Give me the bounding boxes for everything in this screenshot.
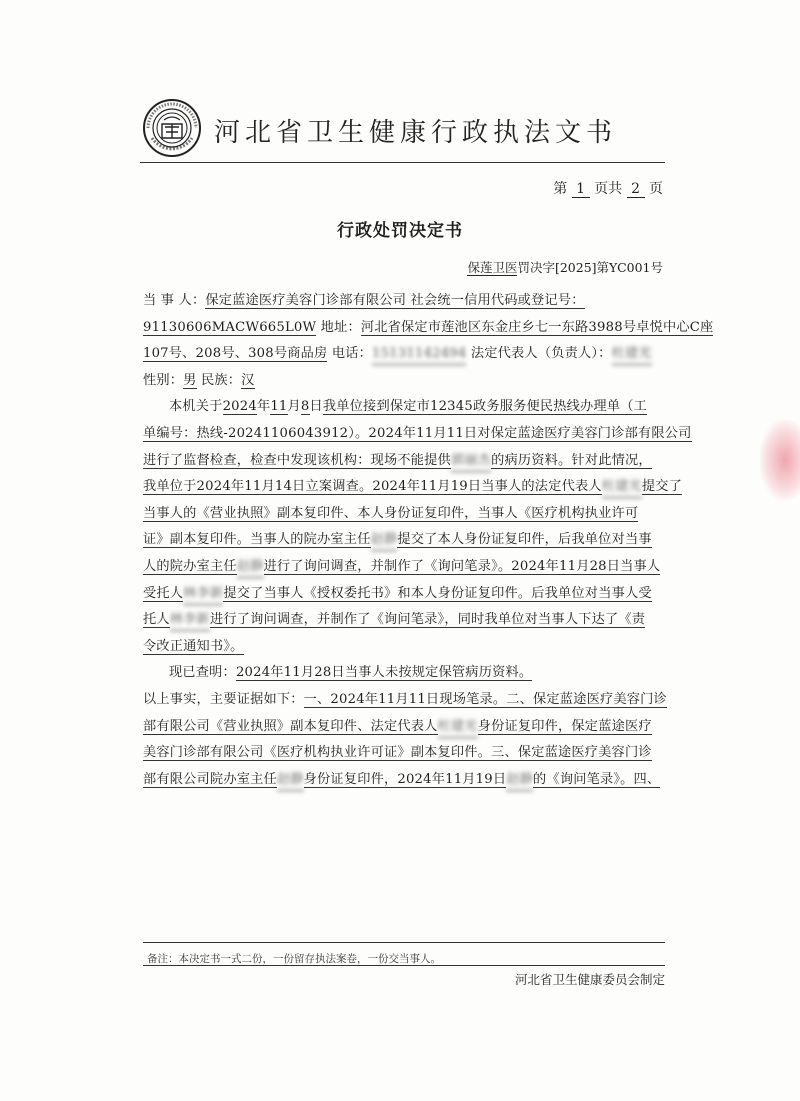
page-total: 2 bbox=[627, 181, 645, 198]
page-current: 1 bbox=[572, 181, 590, 198]
ethnicity-label: 民族： bbox=[196, 372, 242, 388]
director-name-redacted: 赵静 bbox=[506, 769, 533, 791]
phone-label: 电话： bbox=[327, 346, 372, 362]
party-label: 当 事 人： bbox=[143, 293, 206, 308]
text: 我单位接到保定市12345政务服务便民热线办理单（工 bbox=[322, 399, 647, 415]
findings-line bbox=[143, 662, 665, 683]
director-name-redacted: 赵静 bbox=[371, 529, 398, 551]
text: 提交了 bbox=[641, 479, 683, 495]
evidence-line bbox=[143, 769, 665, 790]
note-top-rule bbox=[143, 942, 665, 943]
text: 证》副本复印件。当事人的院办室主任 bbox=[143, 532, 371, 548]
gender-line bbox=[143, 370, 665, 391]
evidence-line bbox=[143, 716, 665, 737]
gender-label: 性别： bbox=[143, 372, 184, 388]
legal-rep-redacted: 杜建光 bbox=[612, 343, 652, 365]
document-body bbox=[143, 290, 714, 795]
body-line bbox=[143, 556, 665, 577]
body-line bbox=[143, 529, 665, 550]
legal-rep-redacted: 杜建光 bbox=[438, 716, 478, 738]
text: 提交了当事人《授权委托书》和本人身份证复印件。后我单位对当事人受 bbox=[223, 585, 652, 601]
credit-code: 91130606MACW665L0W bbox=[143, 319, 317, 335]
red-stamp-edge bbox=[760, 420, 800, 500]
text: 身份证复印件，保定蓝途医疗 bbox=[477, 718, 652, 734]
text: 提交了本人身份证复印件，后我单位对当事 bbox=[397, 532, 652, 548]
text: 的《询问笔录》。四、 bbox=[533, 771, 661, 787]
agent-name-redacted: 林李新 bbox=[183, 583, 223, 605]
page-prefix: 第 bbox=[553, 181, 568, 197]
evidence-line bbox=[143, 742, 665, 763]
findings-label: 现已查明： bbox=[169, 665, 236, 681]
body-line bbox=[143, 423, 692, 444]
page-suffix: 页 bbox=[649, 181, 663, 197]
director-name-redacted: 赵静 bbox=[237, 556, 264, 578]
phone-value-redacted: 15131142494 bbox=[372, 343, 467, 365]
party-line bbox=[143, 290, 665, 311]
text: 的病历资料。针对此情况， bbox=[491, 452, 652, 468]
text: 一、2024年11月11日现场笔录。二、保定蓝途医疗美容门诊 bbox=[303, 691, 667, 707]
footer-note: 备注：本决定书一式二份，一份留存执法案卷，一份交当事人。 bbox=[147, 953, 441, 965]
body-line bbox=[143, 583, 665, 604]
body-line bbox=[143, 503, 665, 524]
party-name: 保定蓝途医疗美容门诊部有限公司 社会统一信用代码或登记号： bbox=[205, 293, 585, 308]
phone-line bbox=[143, 343, 665, 364]
page-mid: 页共 bbox=[594, 181, 623, 197]
issuer-credit: 河北省卫生健康委员会制定 bbox=[514, 972, 665, 987]
text: 进行了询问调查，并制作了《询问笔录》。2024年11月28日当事人 bbox=[263, 558, 661, 574]
document-number-prefix: 保莲卫医 bbox=[467, 260, 518, 275]
text: 月 bbox=[287, 399, 301, 415]
day: 8 bbox=[300, 399, 310, 415]
evidence-line bbox=[143, 689, 665, 710]
agency-title: 河北省卫生健康行政执法文书 bbox=[214, 118, 618, 148]
text: 托人 bbox=[143, 612, 170, 628]
gender-value: 男 bbox=[183, 372, 197, 388]
address-label: 地址： bbox=[316, 319, 361, 335]
text: 我单位于2024年11月14日立案调查。2024年11月19日当事人的法定代表人 bbox=[143, 479, 602, 495]
text: 令改正通知书》。 bbox=[143, 638, 244, 654]
director-name-redacted: 赵静 bbox=[277, 769, 304, 791]
text: 受托人 bbox=[143, 585, 184, 601]
text: 人的院办室主任 bbox=[143, 558, 237, 574]
text: 单编号：热线-20241106043912）。2024年11月11日对保定蓝途医疗美容门诊部有限公司 bbox=[143, 425, 692, 441]
text: 本机关于 bbox=[169, 399, 223, 415]
text: 进行了询问调查，并制作了《询问笔录》，同时我单位对当事人下达了《责 bbox=[209, 612, 646, 628]
address-suffix: 107号、208号、308号商品房 bbox=[143, 346, 328, 362]
agent-name-redacted: 林李新 bbox=[170, 609, 210, 631]
patient-name-redacted: 郭丽杰 bbox=[451, 450, 491, 472]
health-inspection-emblem bbox=[142, 98, 202, 158]
findings-text: 2024年11月28日当事人未按规定保管病历资料。 bbox=[235, 665, 533, 681]
legal-rep-redacted: 杜建光 bbox=[602, 476, 642, 498]
month: 11 bbox=[270, 399, 288, 415]
text: 身份证复印件，2024年11月19日 bbox=[303, 771, 507, 787]
text: 进行了监督检查，检查中发现该机构：现场不能提供 bbox=[143, 452, 451, 468]
body-line bbox=[143, 636, 665, 657]
document-number bbox=[467, 258, 663, 276]
text: 美容门诊部有限公司《医疗机构执业许可证》副本复印件。三、保定蓝途医疗美容门诊 bbox=[143, 745, 652, 761]
text: 当事人的《营业执照》副本复印件、本人身份证复印件，当事人《医疗机构执业许可 bbox=[143, 505, 639, 521]
header-divider bbox=[140, 162, 665, 163]
text: 部有限公司《营业执照》副本复印件、法定代表人 bbox=[143, 718, 438, 734]
address-value: 河北省保定市莲池区东金庄乡七一东路3988号卓悦中心C座 bbox=[360, 319, 714, 335]
page-number bbox=[553, 178, 663, 198]
body-line bbox=[143, 396, 665, 417]
body-line bbox=[143, 609, 665, 630]
text: 部有限公司院办室主任 bbox=[143, 771, 277, 787]
text: 年 bbox=[256, 399, 271, 415]
text: 日 bbox=[309, 399, 323, 415]
address-line bbox=[143, 317, 714, 338]
year: 2024 bbox=[222, 399, 257, 415]
body-line bbox=[143, 450, 665, 471]
note-bottom-rule bbox=[143, 965, 665, 966]
evidence-label: 以上事实，主要证据如下： bbox=[143, 691, 304, 707]
legal-rep-label: 法定代表人（负责人）： bbox=[466, 346, 612, 362]
ethnicity-value: 汉 bbox=[241, 372, 255, 388]
document-number-rest: 罚决字[2025]第YC001号 bbox=[517, 260, 663, 275]
body-line bbox=[143, 476, 683, 497]
document-title: 行政处罚决定书 bbox=[337, 221, 463, 241]
